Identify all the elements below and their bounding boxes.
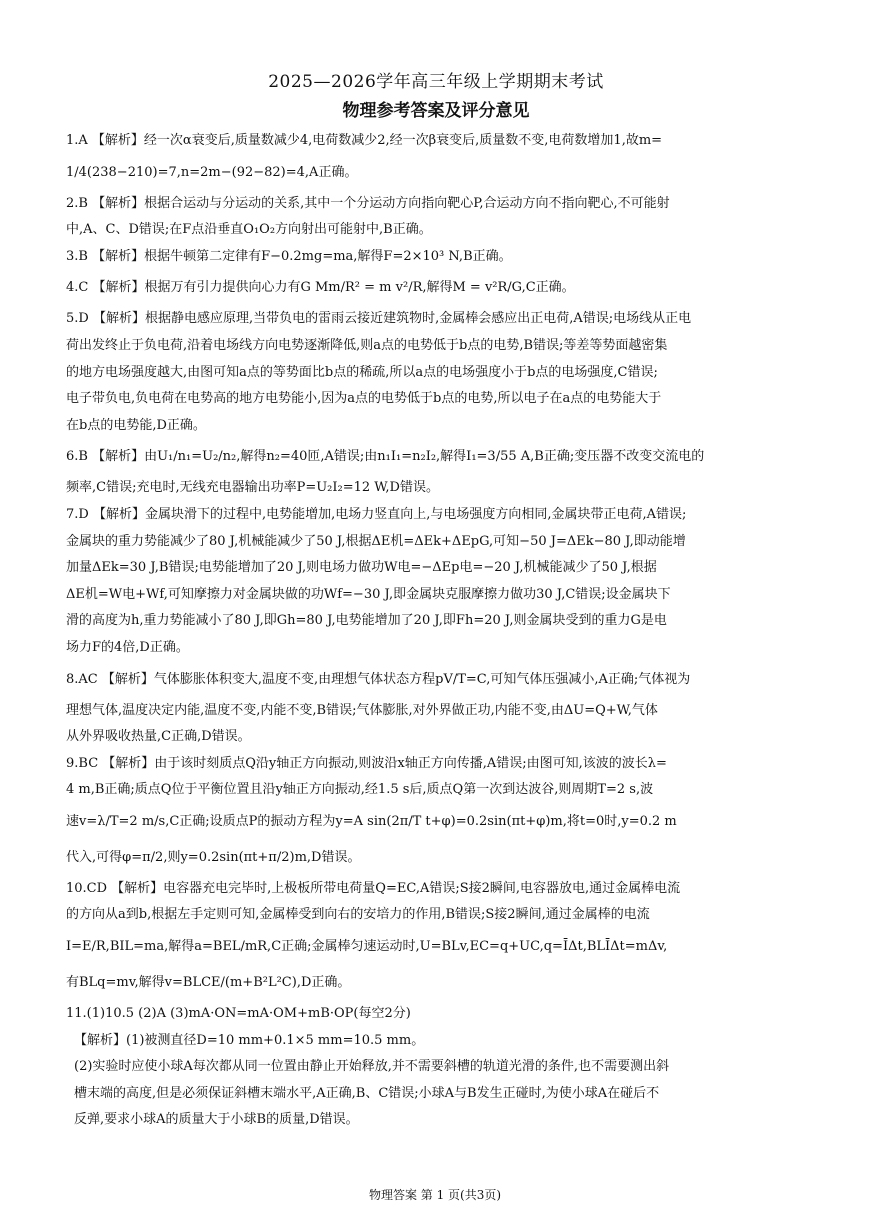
answer-line: 的方向从a到b,根据左手定则可知,金属棒受到向右的安培力的作用,B错误;S接2瞬间,通过金属棒的电流	[66, 907, 650, 923]
answer-key-title: 物理参考答案及评分意见	[342, 101, 530, 121]
answer-line: 的地方电场强度越大,由图可知a点的等势面比b点的稀疏,所以a点的电场强度小于b点的电场强度,C错误;	[66, 364, 658, 380]
answer-line: 9.BC 【解析】由于该时刻质点Q沿y轴正方向振动,则波沿x轴正方向传播,A错误;由图可知,该波的波长λ=	[66, 755, 667, 771]
exam-title: 2025—2026学年高三年级上学期期末考试	[268, 72, 604, 92]
answer-11	[66, 1001, 806, 1134]
answer-line: I=E/R,BIL=ma,解得a=BEL/mR,C正确;金属棒匀速运动时,U=BLv,EC=q+UC,q=ĪΔt,BLĪΔt=mΔv,	[66, 939, 668, 955]
answer-line: 7.D 【解析】金属块滑下的过程中,电势能增加,电场力竖直向上,与电场强度方向相同,金属块带正电荷,A错误;	[66, 506, 687, 522]
page-footer: 物理答案 第 1 页(共3页)	[368, 1188, 502, 1202]
answer-line: 1.A 【解析】经一次α衰变后,质量数减少4,电荷数减少2,经一次β衰变后,质量数不变,电荷数增加1,故m=	[66, 133, 663, 148]
answer-line: 从外界吸收热量,C正确,D错误。	[66, 729, 251, 745]
answer-line: 加量ΔEk=30 J,B错误;电势能增加了20 J,则电场力做功W电=−ΔEp电=−20 J,机械能减少了50 J,根据	[66, 560, 657, 576]
answer-line: 1/4(238−210)=7,n=2m−(92−82)=4,A正确。	[66, 164, 358, 180]
answer-line: 速v=λ/T=2 m/s,C正确;设质点P的振动方程为y=A sin(2π/T t+φ)=0.2sin(πt+φ)m,将t=0时,y=0.2 m	[66, 813, 677, 829]
answer-line: 频率,C错误;充电时,无线充电器输出功率P=U₂I₂=12 W,D错误。	[66, 480, 439, 496]
answer-1	[66, 128, 806, 191]
answer-line: 4 m,B正确;质点Q位于平衡位置且沿y轴正方向振动,经1.5 s后,质点Q第一次到达波谷,则周期T=2 s,波	[66, 782, 654, 798]
answer-line: 有BLq=mv,解得v=BLCE/(m+B²L²C),D正确。	[66, 975, 351, 991]
answer-line: 场力F的4倍,D正确。	[66, 639, 189, 655]
answer-line: 代入,可得φ=π/2,则y=0.2sin(πt+π/2)m,D错误。	[66, 849, 361, 865]
answer-line: 理想气体,温度决定内能,温度不变,内能不变,B错误;气体膨胀,对外界做正功,内能不变,由ΔU=Q+W,气体	[66, 702, 658, 718]
answer-line: 4.C 【解析】根据万有引力提供向心力有G Mm/R² = m v²/R,解得M = v²R/G,C正确。	[66, 280, 575, 296]
answer-line: ΔE机=W电+Wf,可知摩擦力对金属块做的功Wf=−30 J,即金属块克服摩擦力做功30 J,C错误;设金属块下	[66, 586, 671, 602]
answer-line: 滑的高度为h,重力势能减小了80 J,即Gh=80 J,电势能增加了20 J,即Fh=20 J,则金属块受到的重力G是电	[66, 613, 667, 629]
answer-line: 荷出发终止于负电荷,沿着电场线方向电势逐渐降低,则a点的电势低于b点的电势,B错误;等差等势面越密集	[66, 337, 668, 353]
answer-line: 【解析】(1)被测直径D=10 mm+0.1×5 mm=10.5 mm。	[74, 1032, 425, 1048]
answer-line: 2.B 【解析】根据合运动与分运动的关系,其中一个分运动方向指向靶心P,合运动方向不指向靶心,不可能射	[66, 195, 670, 211]
answer-line: 10.CD 【解析】电容器充电完毕时,上极板所带电荷量Q=EC,A错误;S接2瞬间,电容器放电,通过金属棒电流	[66, 880, 681, 896]
answer-line: (2)实验时应使小球A每次都从同一位置由静止开始释放,并不需要斜槽的轨道光滑的条件,也不需要测出斜	[74, 1059, 670, 1075]
answer-line: 在b点的电势能,D正确。	[66, 417, 206, 433]
answer-line: 槽末端的高度,但是必须保证斜槽末端水平,A正确,B、C错误;小球A与B发生正碰时,为使小球A在碰后不	[74, 1085, 660, 1101]
answer-10	[66, 876, 806, 1001]
answer-9	[66, 751, 806, 876]
answer-line: 5.D 【解析】根据静电感应原理,当带负电的雷雨云接近建筑物时,金属棒会感应出正电荷,A错误;电场线从正电	[66, 311, 692, 327]
answer-4	[66, 270, 806, 306]
answer-line: 3.B 【解析】根据牛顿第二定律有F−0.2mg=ma,解得F=2×10³ N,B正确。	[66, 248, 512, 264]
answers-list	[66, 128, 806, 1134]
answer-7	[66, 502, 806, 662]
answer-line: 6.B 【解析】由U₁/n₁=U₂/n₂,解得n₂=40匝,A错误;由n₁I₁=n₂I₂,解得I₁=3/55 A,B正确;变压器不改变交流电的	[66, 449, 705, 465]
answer-line: 11.(1)10.5 (2)A (3)mA·ON=mA·OM+mB·OP(每空2分)	[66, 1006, 411, 1022]
answer-3	[66, 244, 806, 271]
answer-line: 8.AC 【解析】气体膨胀体积变大,温度不变,由理想气体状态方程pV/T=C,可知气体压强减小,A正确;气体视为	[66, 671, 691, 687]
answer-line: 中,A、C、D错误;在F点沿垂直O₁O₂方向射出可能射中,B正确。	[66, 222, 432, 238]
answer-6	[66, 439, 806, 502]
answer-8	[66, 662, 806, 751]
answer-line: 金属块的重力势能减少了80 J,机械能减少了50 J,根据ΔE机=ΔEk+ΔEpG,可知−50 J=ΔEk−80 J,即动能增	[66, 533, 686, 549]
answer-2	[66, 191, 806, 244]
answer-line: 电子带负电,负电荷在电势高的地方电势能小,因为a点的电势低于b点的电势,所以电子在a点的电势能大于	[66, 391, 662, 407]
answer-5	[66, 306, 806, 439]
answer-line: 反弹,要求小球A的质量大于小球B的质量,D错误。	[74, 1112, 359, 1128]
